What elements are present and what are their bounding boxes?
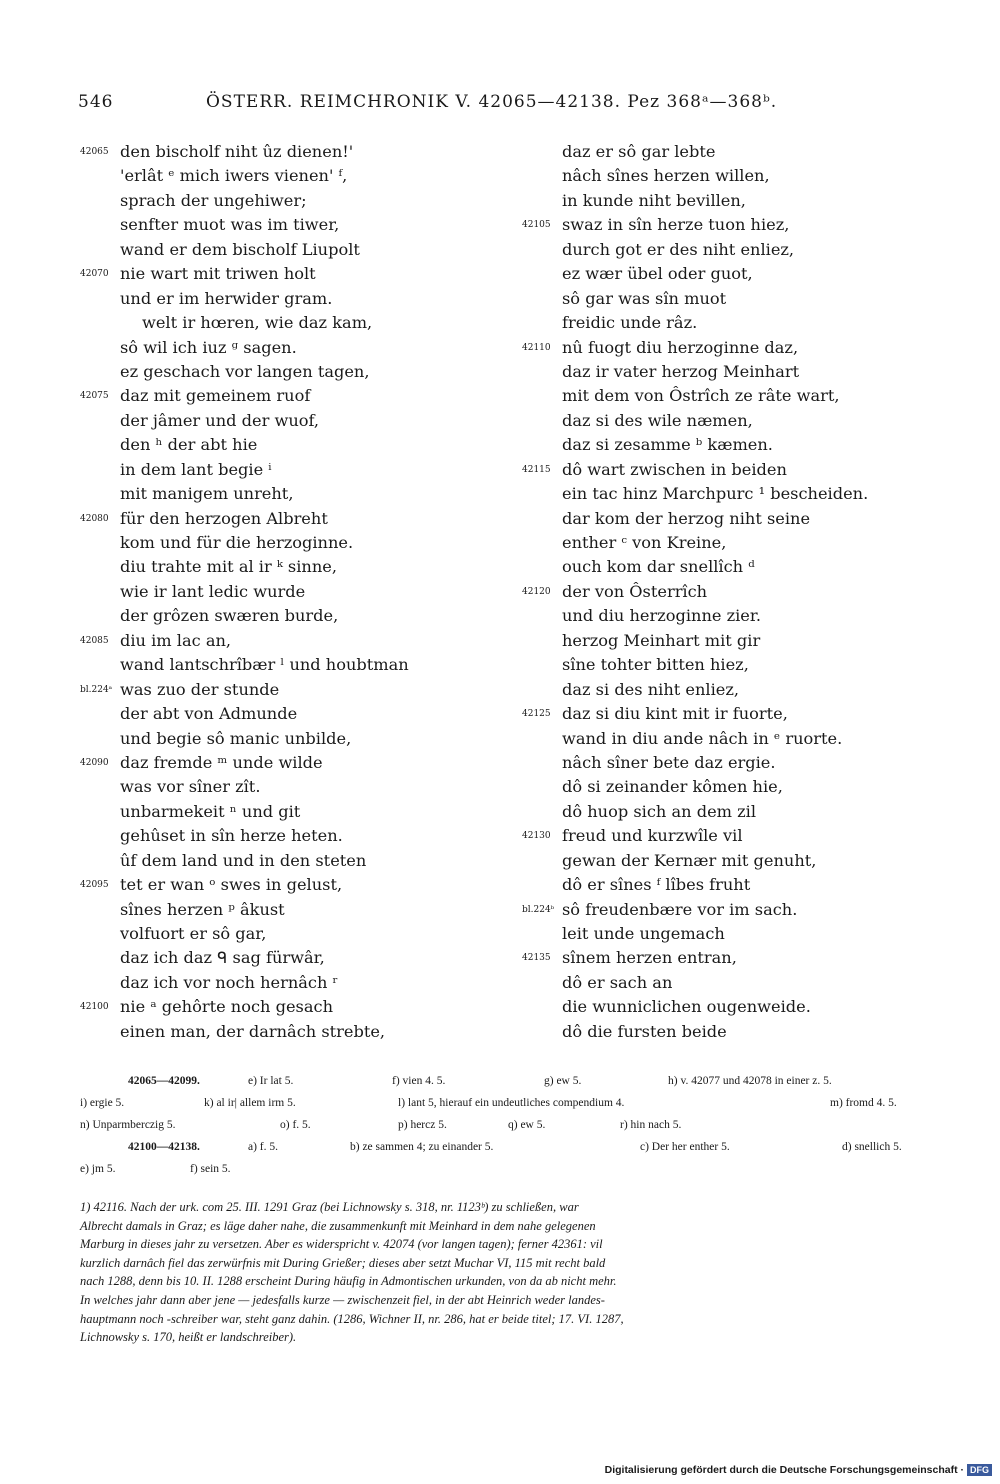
verse-line: [522, 800, 922, 824]
verse-line: [80, 409, 510, 433]
apparatus-range: 42100—42138.: [128, 1141, 200, 1153]
verse-line: [80, 262, 510, 286]
verse-text: tet er wan ᵒ swes in gelust,: [120, 875, 343, 895]
verse-column-left: [80, 140, 510, 1044]
apparatus-row: [80, 1158, 940, 1180]
verse-text: dô huop sich an dem zil: [562, 801, 757, 821]
verse-text: was zuo der stunde: [120, 679, 280, 699]
verse-line: [80, 922, 510, 946]
verse-line: [80, 775, 510, 799]
verse-line: [522, 433, 922, 457]
verse-text: freidic unde râz.: [562, 313, 698, 333]
verse-text: daz si des niht enliez,: [562, 679, 740, 699]
apparatus-note: m) fromd 4. 5.: [830, 1097, 897, 1109]
footer-credit: [605, 1464, 992, 1476]
line-number: 42125: [522, 709, 551, 720]
verse-text: 'erlât ᵉ mich iwers vienen' ᶠ,: [120, 166, 348, 186]
verse-text: senfter muot was im tiwer,: [120, 215, 340, 235]
line-number: 42100: [80, 1002, 109, 1013]
line-number: bl.224ᵃ: [80, 684, 113, 695]
verse-line: [80, 653, 510, 677]
line-number: 42130: [522, 831, 551, 842]
verse-text: sînes herzen ᵖ âkust: [120, 899, 285, 919]
line-number: 42075: [80, 391, 109, 402]
verse-line: [522, 873, 922, 897]
verse-line: [522, 580, 922, 604]
verse-line: [522, 946, 922, 970]
verse-text: welt ir hœren, wie daz kam,: [142, 313, 373, 333]
line-number: 42105: [522, 220, 551, 231]
verse-line: [522, 971, 922, 995]
verse-text: nie wart mit triwen holt: [120, 264, 316, 284]
verse-text: freud und kurzwîle vil: [562, 826, 743, 846]
verse-text: ûf dem land und in den steten: [120, 850, 367, 870]
verse-text: für den herzogen Albreht: [120, 508, 328, 528]
apparatus-note: d) snellich 5.: [842, 1141, 902, 1153]
verse-text: daz si diu kint mit ir fuorte,: [562, 704, 788, 724]
verse-text: sô wil ich iuz ᵍ sagen.: [120, 337, 297, 357]
verse-text: daz ir vater herzog Meinhart: [562, 361, 800, 381]
apparatus-row: [80, 1092, 940, 1114]
verse-line: [80, 482, 510, 506]
apparatus-note: e) Ir lat 5.: [248, 1075, 294, 1087]
verse-line: [522, 678, 922, 702]
verse-text: ez geschach vor langen tagen,: [120, 361, 370, 381]
apparatus-note: e) jm 5.: [80, 1163, 116, 1175]
verse-line: [80, 898, 510, 922]
verse-line: [522, 995, 922, 1019]
verse-line: [80, 384, 510, 408]
verse-text: und er im herwider gram.: [120, 288, 333, 308]
verse-line: [80, 849, 510, 873]
apparatus-note: p) hercz 5.: [398, 1119, 447, 1131]
footnotes: [80, 1198, 940, 1347]
verse-line: [80, 629, 510, 653]
verse-line: [522, 238, 922, 262]
apparatus-note: b) ze sammen 4; zu einander 5.: [350, 1141, 494, 1153]
verse-line: [522, 482, 922, 506]
line-number: 42135: [522, 953, 551, 964]
verse-text: nâch sîner bete daz ergie.: [562, 752, 776, 772]
apparatus-note: q) ew 5.: [508, 1119, 546, 1131]
verse-text: mit manigem unreht,: [120, 484, 294, 504]
verse-text: nâch sînes herzen willen,: [562, 166, 770, 186]
verse-line: [80, 311, 510, 335]
verse-text: daz mit gemeinem ruof: [120, 386, 311, 406]
verse-text: daz er sô gar lebte: [562, 142, 716, 161]
verse-line: [522, 727, 922, 751]
verse-line: [522, 384, 922, 408]
verse-text: in dem lant begie ⁱ: [120, 459, 272, 479]
verse-line: [522, 287, 922, 311]
verse-text: leit unde ungemach: [562, 924, 725, 943]
verse-text: diu im lac an,: [120, 630, 232, 650]
verse-line: [522, 898, 922, 922]
verse-line: [522, 653, 922, 677]
verse-line: [80, 140, 510, 164]
verse-line: [80, 580, 510, 604]
apparatus-note: i) ergie 5.: [80, 1097, 125, 1109]
verse-line: [80, 531, 510, 555]
verse-column-right: [522, 140, 922, 1044]
verse-line: [522, 360, 922, 384]
verse-text: herzog Meinhart mit gir: [562, 630, 761, 650]
verse-line: [522, 555, 922, 579]
verse-text: wand in diu ande nâch in ᵉ ruorte.: [562, 728, 843, 748]
footnote-line: Albrecht damals in Graz; es läge daher nahe, die zusammenkunft mit Meinhard in dem nahe gelegenen: [80, 1218, 596, 1233]
apparatus-note: a) f. 5.: [248, 1141, 279, 1153]
verse-line: [522, 507, 922, 531]
verse-line: [80, 336, 510, 360]
verse-line: [80, 751, 510, 775]
verse-line: [80, 433, 510, 457]
verse-line: [522, 458, 922, 482]
line-number: 42090: [80, 757, 109, 768]
verse-line: [80, 238, 510, 262]
dfg-logo: DFG: [967, 1464, 992, 1476]
verse-text: mit dem von Ôstrîch ze râte wart,: [562, 386, 840, 406]
verse-line: [80, 995, 510, 1019]
verse-text: sô freudenbære vor im sach.: [562, 899, 798, 919]
apparatus-row: [80, 1136, 940, 1158]
verse-text: der grôzen swæren burde,: [120, 606, 339, 626]
verse-line: [80, 360, 510, 384]
footnote-line: nach 1288, denn bis 10. II. 1288 erscheint During häufig in Admontischen urkunden, von da ab nicht mehr.: [80, 1274, 617, 1289]
verse-line: [522, 849, 922, 873]
verse-line: [522, 702, 922, 726]
verse-line: [522, 189, 922, 213]
line-number: 42115: [522, 464, 551, 475]
verse-line: [80, 213, 510, 237]
verse-text: in kunde niht bevillen,: [562, 190, 746, 210]
verse-text: den bischolf niht ûz dienen!': [120, 142, 354, 161]
verse-text: swaz in sîn herze tuon hiez,: [562, 215, 790, 235]
verse-text: ez wær übel oder guot,: [562, 264, 753, 284]
verse-line: [522, 311, 922, 335]
verse-line: [80, 873, 510, 897]
verse-text: wie ir lant ledic wurde: [120, 581, 306, 601]
footer-text: Digitalisierung gefördert durch die Deutsche Forschungsgemeinschaft ·: [604, 1464, 964, 1476]
verse-line: [80, 971, 510, 995]
verse-text: nie ᵃ gehôrte noch gesach: [120, 997, 333, 1017]
verse-line: [80, 678, 510, 702]
verse-text: die wunniclichen ougenweide.: [562, 997, 811, 1017]
line-number: 42065: [80, 147, 109, 157]
verse-line: [80, 458, 510, 482]
verse-text: sînem herzen entran,: [562, 948, 737, 968]
line-number: 42070: [80, 269, 109, 280]
verse-line: [80, 824, 510, 848]
verse-line: [522, 824, 922, 848]
verse-text: sîne tohter bitten hiez,: [562, 655, 749, 675]
verse-text: der von Ôsterrîch: [562, 581, 708, 601]
line-number: 42120: [522, 586, 551, 597]
verse-line: [80, 1020, 510, 1044]
verse-text: kom und für die herzoginne.: [120, 533, 354, 552]
apparatus-note: f) sein 5.: [190, 1163, 231, 1175]
footnote-line: Lichnowsky s. 170, heißt er landschreiber).: [80, 1330, 297, 1345]
verse-text: den ʰ der abt hie: [120, 435, 258, 455]
apparatus-note: h) v. 42077 und 42078 in einer z. 5.: [668, 1075, 832, 1087]
verse-line: [522, 140, 922, 164]
verse-text: der jâmer und der wuof,: [120, 410, 320, 430]
verse-text: ein tac hinz Marchpurc ¹ bescheiden.: [562, 484, 869, 504]
verse-text: durch got er des niht enliez,: [562, 239, 795, 259]
line-number: 42110: [522, 342, 551, 353]
verse-line: [522, 336, 922, 360]
verse-text: sprach der ungehiwer;: [120, 190, 307, 210]
verse-text: daz si des wile næmen,: [562, 410, 753, 430]
verse-text: ouch kom dar snellîch ᵈ: [562, 557, 755, 577]
apparatus-note: f) vien 4. 5.: [392, 1075, 446, 1087]
apparatus-note: g) ew 5.: [544, 1075, 582, 1087]
verse-line: [522, 164, 922, 188]
verse-line: [522, 604, 922, 628]
footnote-line: hauptmann noch -schreiber war, steht ganz dahin. (1286, Wichner II, nr. 286, hat er beide titel; 17. VI. 1287,: [80, 1311, 624, 1326]
verse-line: [522, 775, 922, 799]
verse-text: nû fuogt diu herzoginne daz,: [562, 337, 799, 357]
verse-text: was vor sîner zît.: [120, 777, 261, 797]
verse-text: wand lantschrîbær ˡ und houbtman: [120, 655, 409, 675]
line-number: 42080: [80, 513, 109, 524]
verse-line: [522, 922, 922, 946]
verse-text: volfuort er sô gar,: [120, 924, 267, 943]
line-number: 42095: [80, 880, 109, 891]
verse-text: unbarmekeit ⁿ und git: [120, 801, 301, 821]
verse-line: [80, 507, 510, 531]
verse-text: daz ich daz ᑫ sag fürwâr,: [120, 948, 325, 968]
verse-text: diu trahte mit al ir ᵏ sinne,: [120, 557, 337, 577]
verse-text: wand er dem bischolf Liupolt: [120, 239, 360, 259]
verse-text: dô si zeinander kômen hie,: [562, 777, 783, 797]
verse-line: [80, 287, 510, 311]
verse-text: sô gar was sîn muot: [562, 288, 727, 308]
apparatus-note: r) hin nach 5.: [620, 1119, 682, 1131]
verse-text: der abt von Admunde: [120, 704, 298, 724]
footnote-line: In welches jahr dann aber jene — jedesfalls kurze — zwischenzeit fiel, in der abt Heinrich weder landes-: [80, 1292, 605, 1307]
running-title: ÖSTERR. REIMCHRONIK V. 42065—42138. Pez 368ᵃ—368ᵇ.: [206, 92, 778, 112]
verse-text: einen man, der darnâch strebte,: [120, 1021, 386, 1041]
apparatus-note: o) f. 5.: [280, 1119, 311, 1131]
apparatus-note: k) al ir| allem irm 5.: [204, 1097, 296, 1109]
verse-text: gewan der Kernær mit genuht,: [562, 850, 817, 870]
apparatus-note: c) Der her enther 5.: [640, 1141, 730, 1153]
footnote-line: 1) 42116. Nach der urk. com 25. III. 1291 Graz (bei Lichnowsky s. 318, nr. 1123ᵇ) zu schließen, war: [80, 1200, 579, 1214]
verse-text: dô die fursten beide: [562, 1021, 727, 1041]
verse-line: [80, 164, 510, 188]
verse-text: gehûset in sîn herze heten.: [120, 826, 343, 846]
verse-line: [522, 629, 922, 653]
verse-line: [80, 702, 510, 726]
apparatus-row: [80, 1070, 940, 1092]
verse-line: [80, 727, 510, 751]
verse-text: und begie sô manic unbilde,: [120, 728, 352, 748]
verse-line: [80, 189, 510, 213]
verse-line: [522, 262, 922, 286]
verse-text: daz ich vor noch hernâch ʳ: [120, 972, 339, 992]
verse-line: [522, 1020, 922, 1044]
critical-apparatus: [80, 1070, 940, 1180]
verse-line: [522, 531, 922, 555]
verse-text: daz si zesamme ᵇ kæmen.: [562, 435, 773, 455]
verse-text: dô er sach an: [562, 972, 673, 992]
verse-text: dô er sînes ᶠ lîbes fruht: [562, 875, 751, 895]
verse-text: dar kom der herzog niht seine: [562, 508, 811, 528]
footnote-line: Marburg in dieses jahr zu versetzen. Aber es widerspricht v. 42074 (vor langen tagen); ferner 42361: vil: [80, 1237, 603, 1252]
verse-text: dô wart zwischen in beiden: [562, 459, 787, 479]
apparatus-range: 42065—42099.: [128, 1075, 200, 1087]
verse-text: und diu herzoginne zier.: [562, 606, 761, 626]
line-number: bl.224ᵇ: [522, 904, 555, 915]
verse-line: [522, 751, 922, 775]
verse-line: [80, 800, 510, 824]
apparatus-note: n) Unparmberczig 5.: [80, 1119, 176, 1131]
footnote-line: kurzlich darnâch fiel das zerwürfnis mit During Grießer; dieses aber setzt Muchar VI, 115 mit recht bald: [80, 1255, 606, 1270]
verse-line: [80, 555, 510, 579]
line-number: 42085: [80, 635, 109, 646]
verse-text: enther ᶜ von Kreine,: [562, 533, 727, 552]
verse-text: daz fremde ᵐ unde wilde: [120, 752, 323, 772]
page-number: 546: [78, 92, 114, 112]
verse-line: [80, 946, 510, 970]
verse-line: [80, 604, 510, 628]
apparatus-row: [80, 1114, 940, 1136]
apparatus-note: l) lant 5, hierauf ein undeutliches compendium 4.: [398, 1097, 625, 1109]
verse-line: [522, 213, 922, 237]
verse-line: [522, 409, 922, 433]
